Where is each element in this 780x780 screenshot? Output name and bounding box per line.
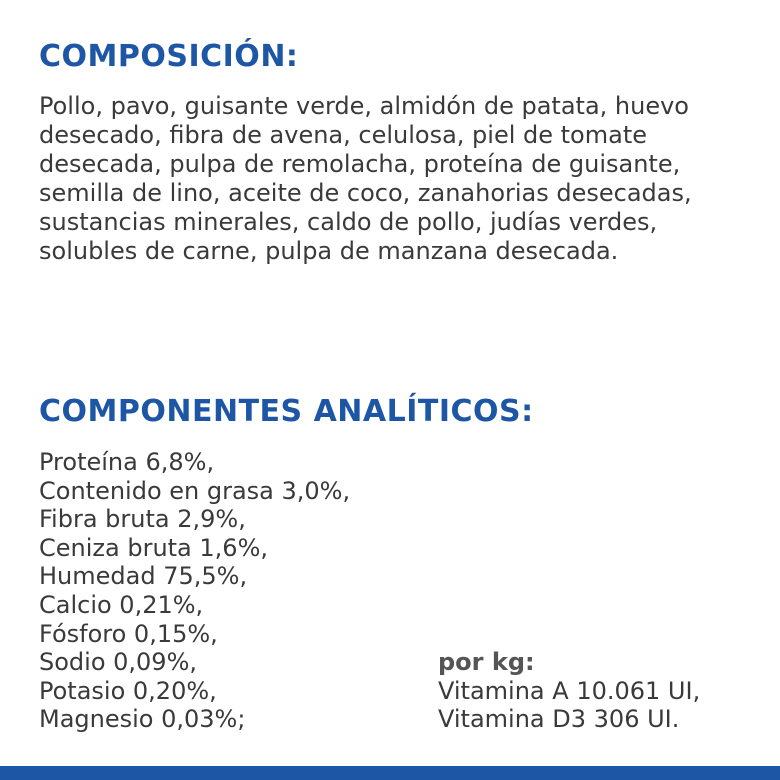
vitamin-d3: Vitamina D3 306 UI. (438, 705, 680, 734)
composition-text: Pollo, pavo, guisante verde, almidón de patata, huevo desecado, fibra de avena, celulosa, piel de tomate desecada, pulpa de remolacha, proteína de guisante, semilla de lino, aceite de coco, zanahorias desecadas, sustancias minerales, caldo de pollo, judías verdes, solubles de carne, pulpa de manzana desecada. (39, 92, 692, 265)
analytics-item-ash: Ceniza bruta 1,6%, (39, 533, 268, 562)
analytics-item-calcium: Calcio 0,21%, (39, 590, 204, 619)
analytics-list (39, 448, 350, 734)
analytics-item-moisture: Humedad 75,5%, (39, 562, 248, 591)
analytics-item-protein: Proteína 6,8%, (39, 448, 215, 476)
analytics-item-fiber: Fibra bruta 2,9%, (39, 505, 246, 534)
vitamins-title: por kg: (438, 648, 535, 676)
bottom-bar (0, 766, 780, 780)
analytics-item-sodium: Sodio 0,09%, (39, 648, 198, 677)
composition-heading: COMPOSICIÓN: (39, 39, 299, 74)
vitamins-block (438, 648, 700, 734)
analytics-item-phosphorus: Fósforo 0,15%, (39, 619, 218, 648)
analytics-item-magnesium: Magnesio 0,03%; (39, 705, 246, 734)
analytics-heading: COMPONENTES ANALÍTICOS: (39, 394, 534, 429)
analytics-item-potassium: Potasio 0,20%, (39, 676, 217, 705)
analytics-item-fat: Contenido en grasa 3,0%, (39, 476, 351, 505)
vitamin-a: Vitamina A 10.061 UI, (438, 676, 701, 705)
